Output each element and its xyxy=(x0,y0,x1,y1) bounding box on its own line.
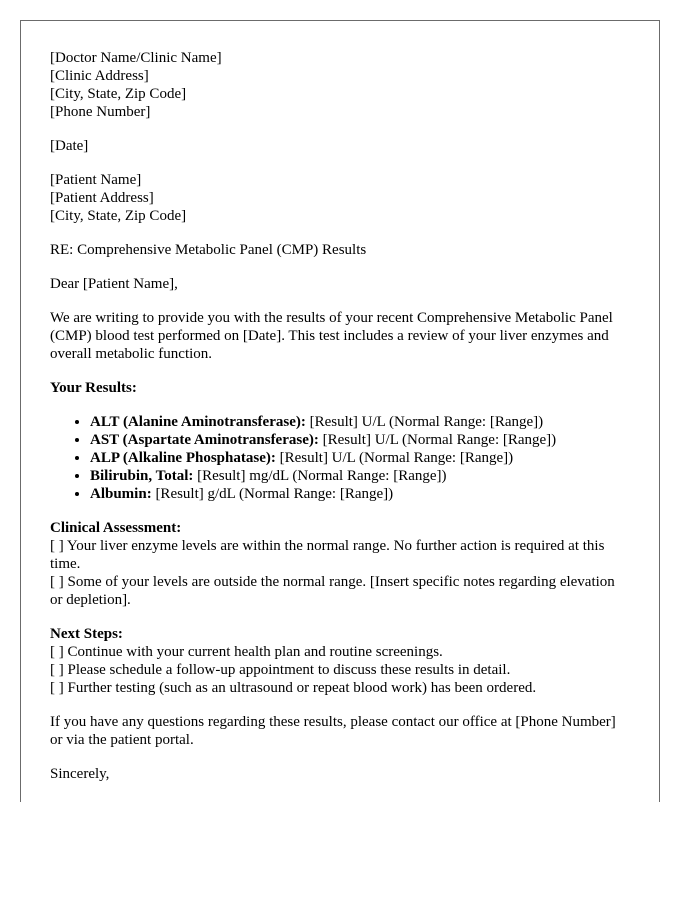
date-block xyxy=(50,137,630,155)
sender-name: [Doctor Name/Clinic Name] xyxy=(50,50,222,66)
result-value: [Result] U/L (Normal Range: [Range]) xyxy=(275,450,514,466)
letter-page xyxy=(20,20,660,802)
result-item-alt xyxy=(90,413,630,431)
assessment-heading: Clinical Assessment: xyxy=(50,520,182,536)
signoff: Sincerely, xyxy=(50,766,110,782)
results-list xyxy=(50,413,630,503)
next-step-option: [ ] Continue with your current health plan and routine screenings. xyxy=(50,644,443,660)
sender-address: [Clinic Address] xyxy=(50,68,149,84)
subject-line: RE: Comprehensive Metabolic Panel (CMP) Results xyxy=(50,242,367,258)
salutation: Dear [Patient Name], xyxy=(50,276,178,292)
next-step-option: [ ] Further testing (such as an ultrasound or repeat blood work) has been ordered. xyxy=(50,680,537,696)
letter-date: [Date] xyxy=(50,138,89,154)
result-label: Albumin: xyxy=(90,486,152,502)
result-label: Bilirubin, Total: xyxy=(90,468,194,484)
next-step-option: [ ] Please schedule a follow-up appointment to discuss these results in detail. xyxy=(50,662,511,678)
sender-city: [City, State, Zip Code] xyxy=(50,86,187,102)
next-steps-section xyxy=(50,625,630,697)
results-section xyxy=(50,379,630,503)
next-steps-heading: Next Steps: xyxy=(50,626,123,642)
assessment-option: [ ] Some of your levels are outside the normal range. [Insert specific notes regarding elevation or depletion]. xyxy=(50,574,615,608)
sender-block xyxy=(50,49,630,121)
result-item-ast xyxy=(90,431,630,449)
result-label: AST (Aspartate Aminotransferase): xyxy=(90,432,319,448)
result-item-albumin xyxy=(90,485,630,503)
assessment-section xyxy=(50,519,630,609)
result-value: [Result] mg/dL (Normal Range: [Range]) xyxy=(193,468,447,484)
results-heading: Your Results: xyxy=(50,380,137,396)
letter-content xyxy=(50,49,630,799)
result-label: ALT (Alanine Aminotransferase): xyxy=(90,414,306,430)
recipient-address: [Patient Address] xyxy=(50,190,154,206)
result-value: [Result] g/dL (Normal Range: [Range]) xyxy=(151,486,394,502)
result-value: [Result] U/L (Normal Range: [Range]) xyxy=(318,432,557,448)
intro-paragraph: We are writing to provide you with the results of your recent Comprehensive Metabolic Panel (CMP) blood test performed on [Date]. This test includes a review of your liver enzymes and overall metabolic function. xyxy=(50,310,613,362)
assessment-option: [ ] Your liver enzyme levels are within the normal range. No further action is required at this time. xyxy=(50,538,605,572)
closing-paragraph: If you have any questions regarding these results, please contact our office at [Phone Number] or via the patient portal. xyxy=(50,714,616,748)
recipient-block xyxy=(50,171,630,225)
result-item-bilirubin xyxy=(90,467,630,485)
sender-phone: [Phone Number] xyxy=(50,104,151,120)
recipient-name: [Patient Name] xyxy=(50,172,142,188)
result-item-alp xyxy=(90,449,630,467)
result-label: ALP (Alkaline Phosphatase): xyxy=(90,450,276,466)
result-value: [Result] U/L (Normal Range: [Range]) xyxy=(305,414,544,430)
recipient-city: [City, State, Zip Code] xyxy=(50,208,187,224)
